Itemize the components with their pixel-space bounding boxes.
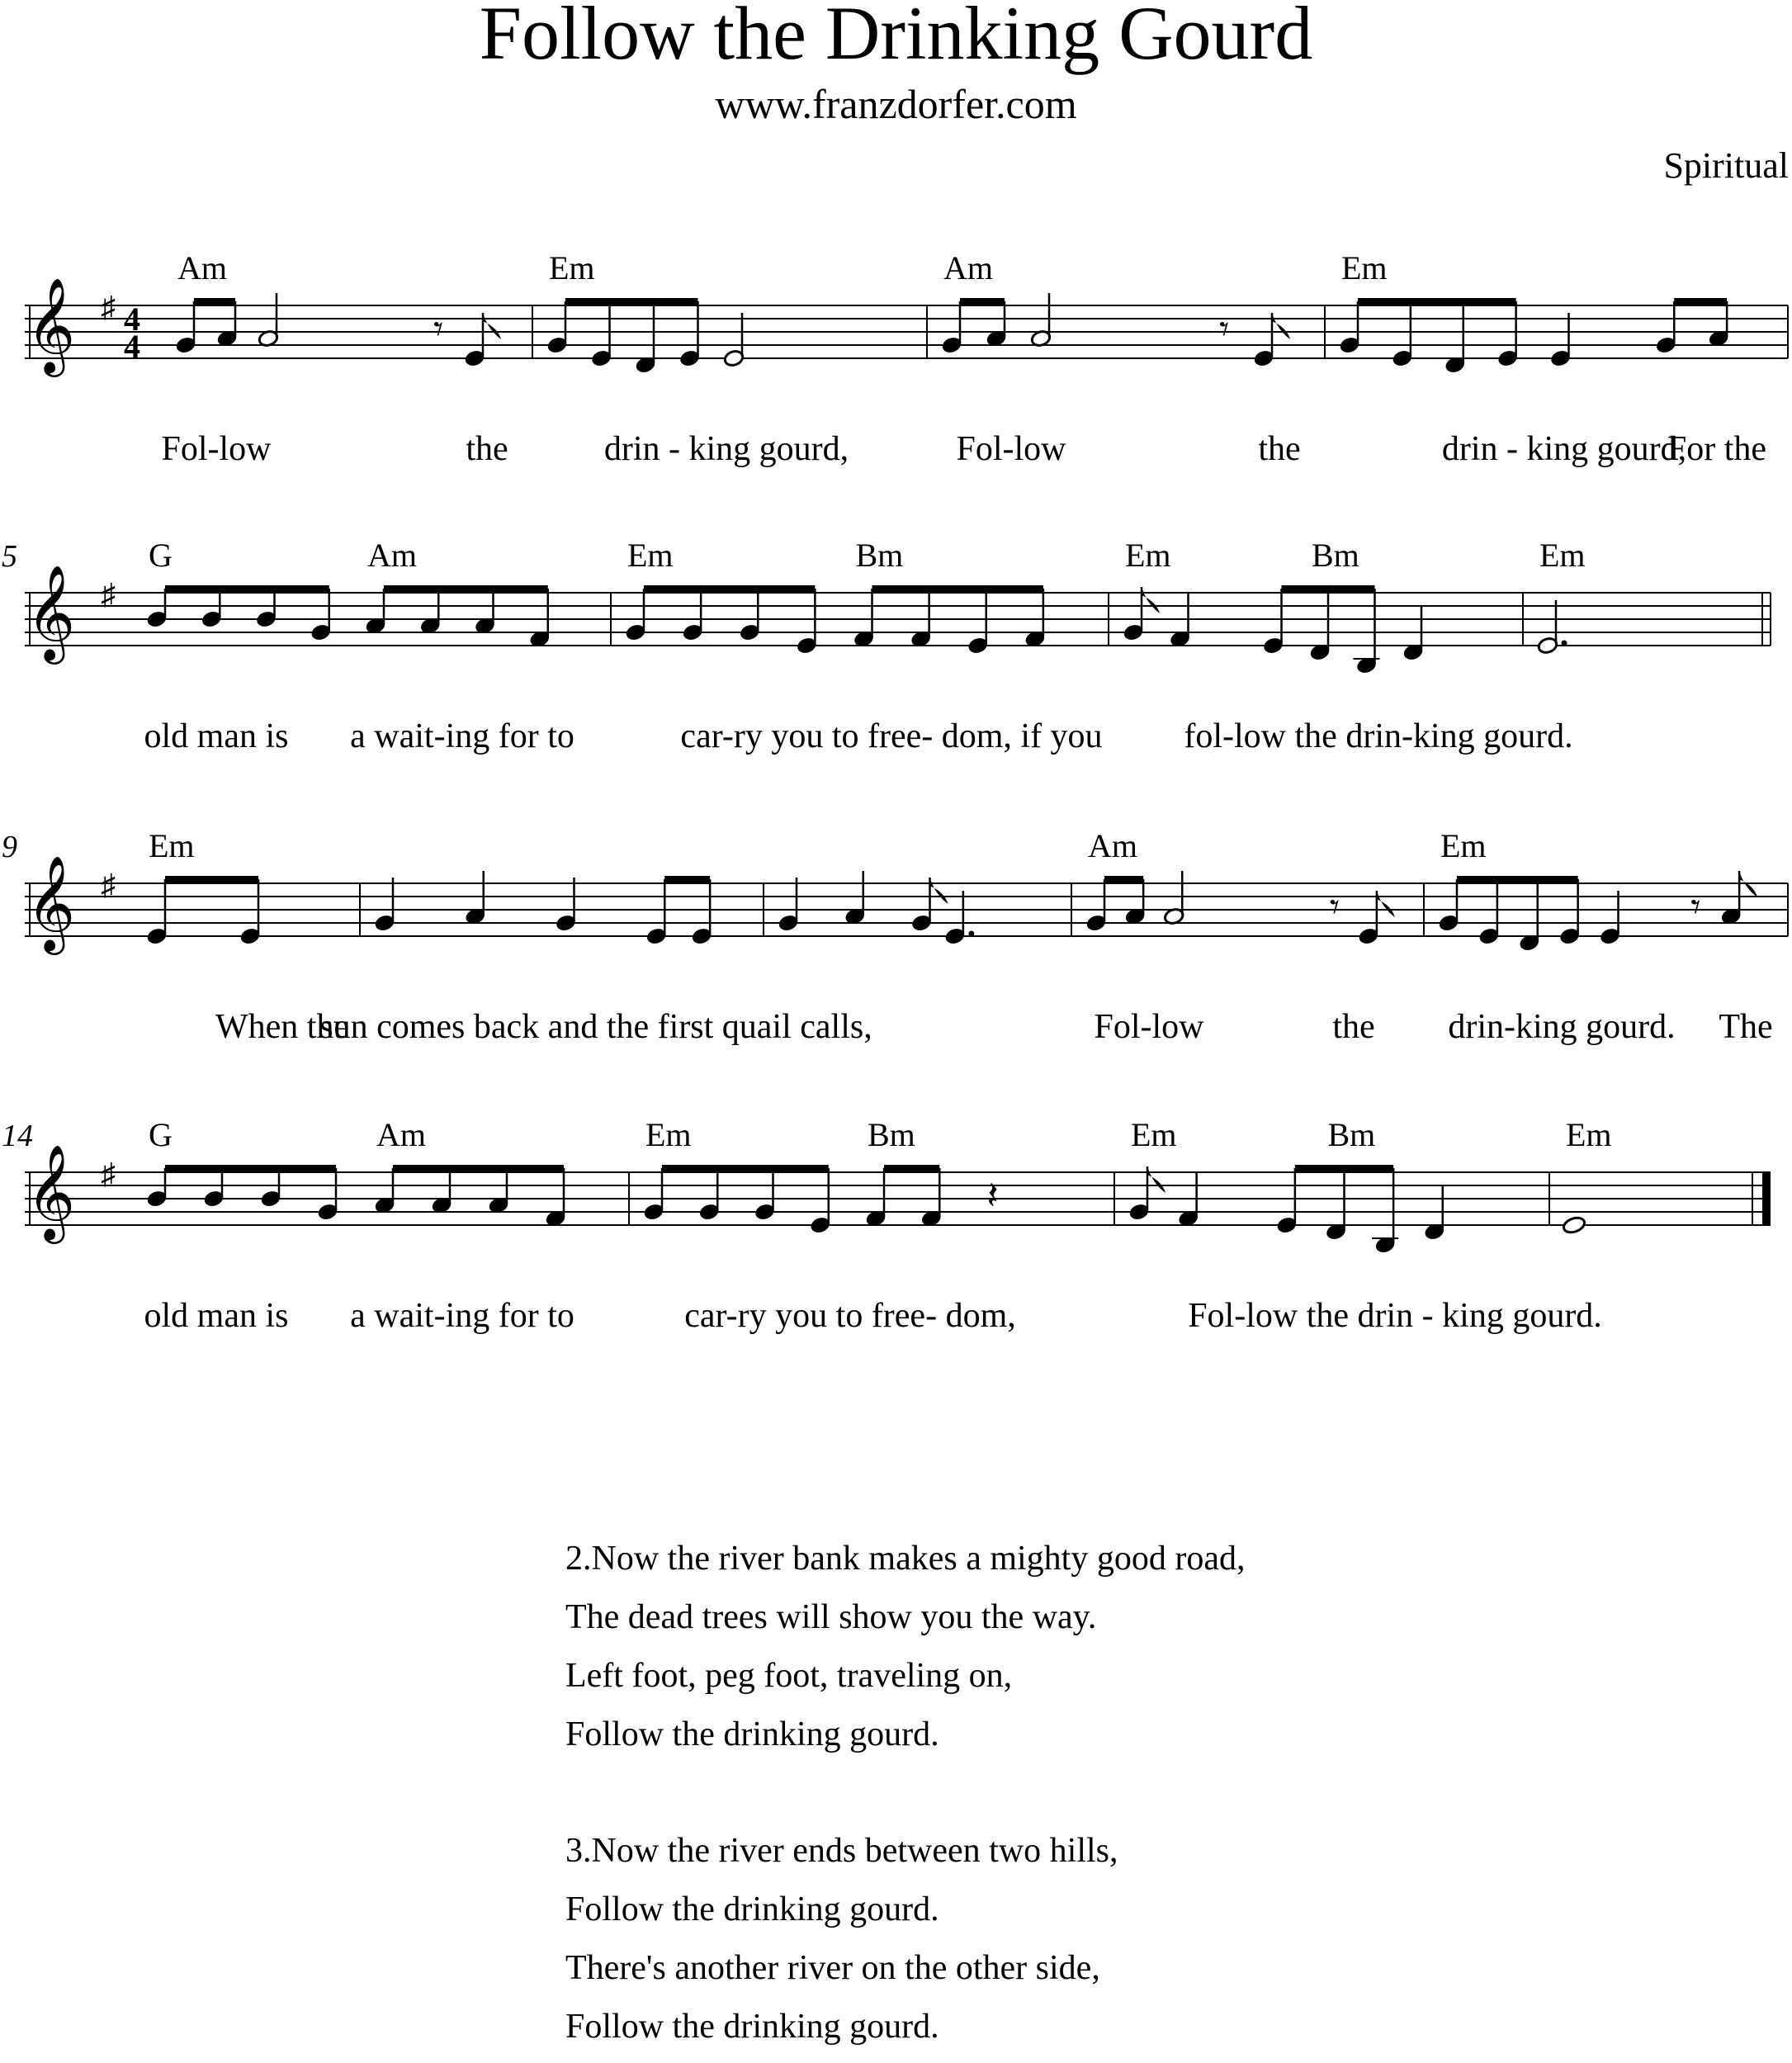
eighth-rest-icon: 𝄾 [433,308,444,350]
stanza-line: Follow the drinking gourd. [565,1715,939,1753]
chord-symbol: Am [1088,827,1137,864]
dot [1562,641,1567,646]
treble-clef-icon: 𝄞 [26,567,76,659]
stanza-line: There's another river on the other side, [565,1949,1100,1987]
music-system [25,249,1788,468]
lyric-syllables: sun comes back and the first quail calls, [319,1008,872,1046]
lyric-syllables: car-ry you to free- dom, [684,1297,1016,1335]
music-system [2,827,1788,1046]
note-flag [1142,587,1160,613]
chord-symbol: Em [1440,827,1487,864]
chord-symbol: Em [645,1116,692,1153]
chord-symbol: Bm [1312,537,1359,574]
note-flag [483,313,501,339]
key-signature-sharp-icon: ♯ [101,291,116,324]
chord-symbol: G [149,537,173,574]
key-signature-sharp-icon: ♯ [101,1157,116,1190]
stanza-2 [565,1530,1245,1764]
final-barline [1762,1172,1771,1225]
lyric-syllables: Fol-low [1094,1008,1204,1046]
note-flag [1147,1166,1166,1193]
note-flag [930,878,948,904]
lyric-syllables: a wait-ing for to [350,717,574,755]
dot [968,931,974,937]
chord-symbol: Em [1131,1116,1177,1153]
quarter-rest-icon: 𝄽 [986,1175,999,1217]
lyric-syllables: drin - king gourd, [1441,430,1687,468]
treble-clef-icon: 𝄞 [26,858,76,949]
chord-symbol: Em [149,827,195,864]
lyric-syllables: When the [215,1008,350,1046]
chord-symbol: Bm [1327,1116,1376,1153]
key-signature-sharp-icon: ♯ [101,578,116,611]
chord-symbol: Em [627,537,674,574]
stanza-line: 3.Now the river ends between two hills, [565,1832,1118,1870]
chord-symbol: Am [376,1116,426,1153]
lyric-syllables: Fol-low the drin - king gourd. [1188,1297,1602,1335]
time-signature-top: 4 [124,300,140,338]
chord-symbol: Bm [855,537,904,574]
chord-symbol: Em [549,249,595,286]
measure-number: 14 [2,1119,33,1153]
chord-symbol: Em [1539,537,1586,574]
website-text: www.franzdorfer.com [715,81,1077,127]
lyric-syllables: fol-low the drin-king gourd. [1184,717,1573,755]
stanza-3 [565,1822,1118,2056]
stanza-line: The dead trees will show you the way. [565,1598,1097,1636]
chord-symbol: Em [1341,249,1388,286]
stanza-line: Follow the drinking gourd. [565,1890,939,1928]
lyric-syllables: drin-king gourd. [1448,1008,1676,1046]
eighth-rest-icon: 𝄾 [1219,308,1230,350]
stanza-line: Left foot, peg foot, traveling on, [565,1657,1013,1695]
eighth-rest-icon: 𝄾 [1329,886,1340,928]
chord-symbol: Bm [868,1116,915,1153]
lyric-syllables: the [1332,1008,1375,1046]
treble-clef-icon: 𝄞 [26,280,76,371]
note-flag [1377,891,1395,917]
lyric-syllables: the [466,430,508,468]
lyric-syllables: old man is [144,717,289,755]
lyric-syllables: Fol-low [161,430,272,468]
chord-symbol: Am [943,249,993,286]
time-signature-bottom: 4 [124,328,140,365]
chord-symbol: G [149,1116,173,1153]
lyric-syllables: drin - king gourd, [603,430,849,468]
treble-clef-icon: 𝄞 [26,1147,76,1238]
stanza-line: 2.Now the river bank makes a mighty good road, [565,1540,1246,1578]
composer-credit: Spiritual [1663,145,1789,186]
lyric-syllables: old man is [144,1297,289,1335]
note-flag [1272,313,1290,339]
lyric-syllables: car-ry you to free- dom, if you [680,717,1103,755]
chord-symbol: Am [177,249,227,286]
lyric-syllables: The [1719,1008,1773,1046]
lyric-syllables: the [1258,430,1301,468]
note-head [1562,1215,1586,1235]
lyric-syllables: a wait-ing for to [350,1297,574,1335]
chord-symbol: Em [1125,537,1171,574]
music-system [2,537,1771,755]
chord-symbol: Em [1566,1116,1612,1153]
key-signature-sharp-icon: ♯ [101,868,116,901]
measure-number: 9 [2,830,17,864]
lyric-syllables: Fol-low [956,430,1066,468]
song-title: Follow the Drinking Gourd [479,0,1313,75]
lyric-syllables: For the [1667,430,1767,468]
eighth-rest-icon: 𝄾 [1690,886,1701,928]
chord-symbol: Am [367,537,417,574]
stanza-line: Follow the drinking gourd. [565,2008,939,2046]
measure-number: 5 [2,539,17,574]
music-system [2,1116,1771,1335]
